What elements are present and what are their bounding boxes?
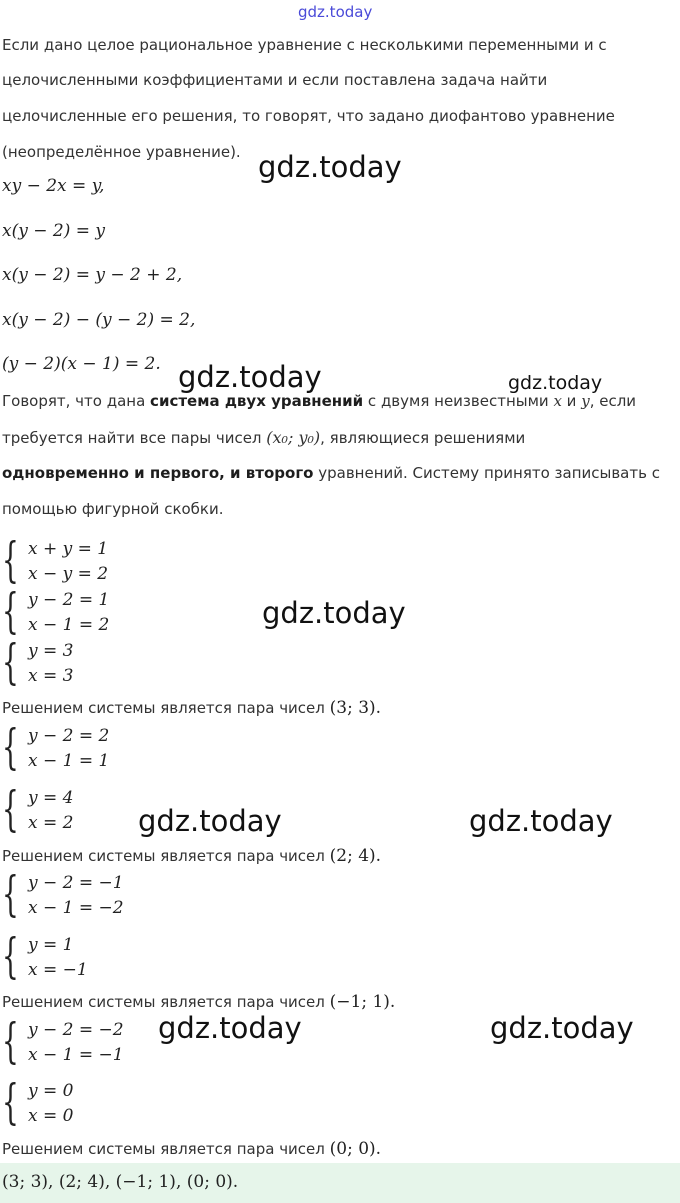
watermark: gdz.today [469, 804, 613, 838]
equation-1: xy − 2x = y, [2, 176, 105, 196]
system-def-line-3: одновременно и первого, и второго уравнений. Систему принято записывать с [2, 464, 660, 482]
solution-4: Решением системы является пара чисел (0; 0). [2, 1139, 382, 1159]
brace: { [2, 583, 19, 639]
system-def-line-2: требуется найти все пары чисел (x₀; y₀), являющиеся решениями [2, 428, 526, 447]
system-1-eq-1: x + y = 1 [28, 539, 109, 559]
system-3-eq-2: x = 3 [28, 666, 74, 686]
watermark: gdz.today [262, 596, 406, 630]
system-9-eq-2: x = 0 [28, 1106, 74, 1126]
equation-4: x(y − 2) − (y − 2) = 2, [2, 310, 196, 330]
answer: (3; 3), (2; 4), (−1; 1), (0; 0). [2, 1172, 239, 1192]
watermark: gdz.today [258, 150, 402, 184]
solution-1: Решением системы является пара чисел (3; 3). [2, 698, 382, 718]
brace: { [2, 532, 19, 588]
system-6-eq-1: y − 2 = −1 [28, 873, 124, 893]
watermark-top: gdz.today [298, 3, 373, 21]
system-def-line-4: помощью фигурной скобки. [2, 500, 224, 518]
intro-line-1: Если дано целое рациональное уравнение с несколькими переменными и с [2, 36, 607, 54]
watermark: gdz.today [138, 804, 282, 838]
watermark: gdz.today [490, 1011, 634, 1045]
brace: { [2, 928, 19, 984]
watermark: gdz.today [178, 360, 322, 394]
brace: { [2, 634, 19, 690]
system-8-eq-2: x − 1 = −1 [28, 1045, 124, 1065]
system-5-eq-1: y = 4 [28, 788, 74, 808]
solution-2: Решением системы является пара чисел (2; 4). [2, 846, 382, 866]
brace: { [2, 866, 19, 922]
watermark: gdz.today [508, 372, 603, 394]
intro-line-3: целочисленные его решения, то говорят, что задано диофантово уравнение [2, 107, 615, 125]
brace: { [2, 1074, 19, 1130]
system-2-eq-1: y − 2 = 1 [28, 590, 110, 610]
system-4-eq-1: y − 2 = 2 [28, 726, 110, 746]
system-3-eq-1: y = 3 [28, 641, 74, 661]
system-6-eq-2: x − 1 = −2 [28, 898, 124, 918]
brace: { [2, 1013, 19, 1069]
system-9-eq-1: y = 0 [28, 1081, 74, 1101]
intro-line-4: (неопределённое уравнение). [2, 143, 241, 161]
equation-2: x(y − 2) = y [2, 221, 105, 241]
brace: { [2, 781, 19, 837]
brace: { [2, 719, 19, 775]
system-2-eq-2: x − 1 = 2 [28, 615, 110, 635]
watermark: gdz.today [158, 1011, 302, 1045]
system-7-eq-1: y = 1 [28, 935, 74, 955]
equation-3: x(y − 2) = y − 2 + 2, [2, 265, 183, 285]
equation-5: (y − 2)(x − 1) = 2. [2, 354, 161, 374]
system-1-eq-2: x − y = 2 [28, 564, 109, 584]
system-4-eq-2: x − 1 = 1 [28, 751, 110, 771]
solution-3: Решением системы является пара чисел (−1; 1). [2, 992, 396, 1012]
system-5-eq-2: x = 2 [28, 813, 74, 833]
intro-line-2: целочисленными коэффициентами и если поставлена задача найти [2, 71, 548, 89]
system-7-eq-2: x = −1 [28, 960, 88, 980]
system-def-line-1: Говорят, что дана система двух уравнений с двумя неизвестными x и y, если [2, 392, 637, 410]
system-8-eq-1: y − 2 = −2 [28, 1020, 124, 1040]
